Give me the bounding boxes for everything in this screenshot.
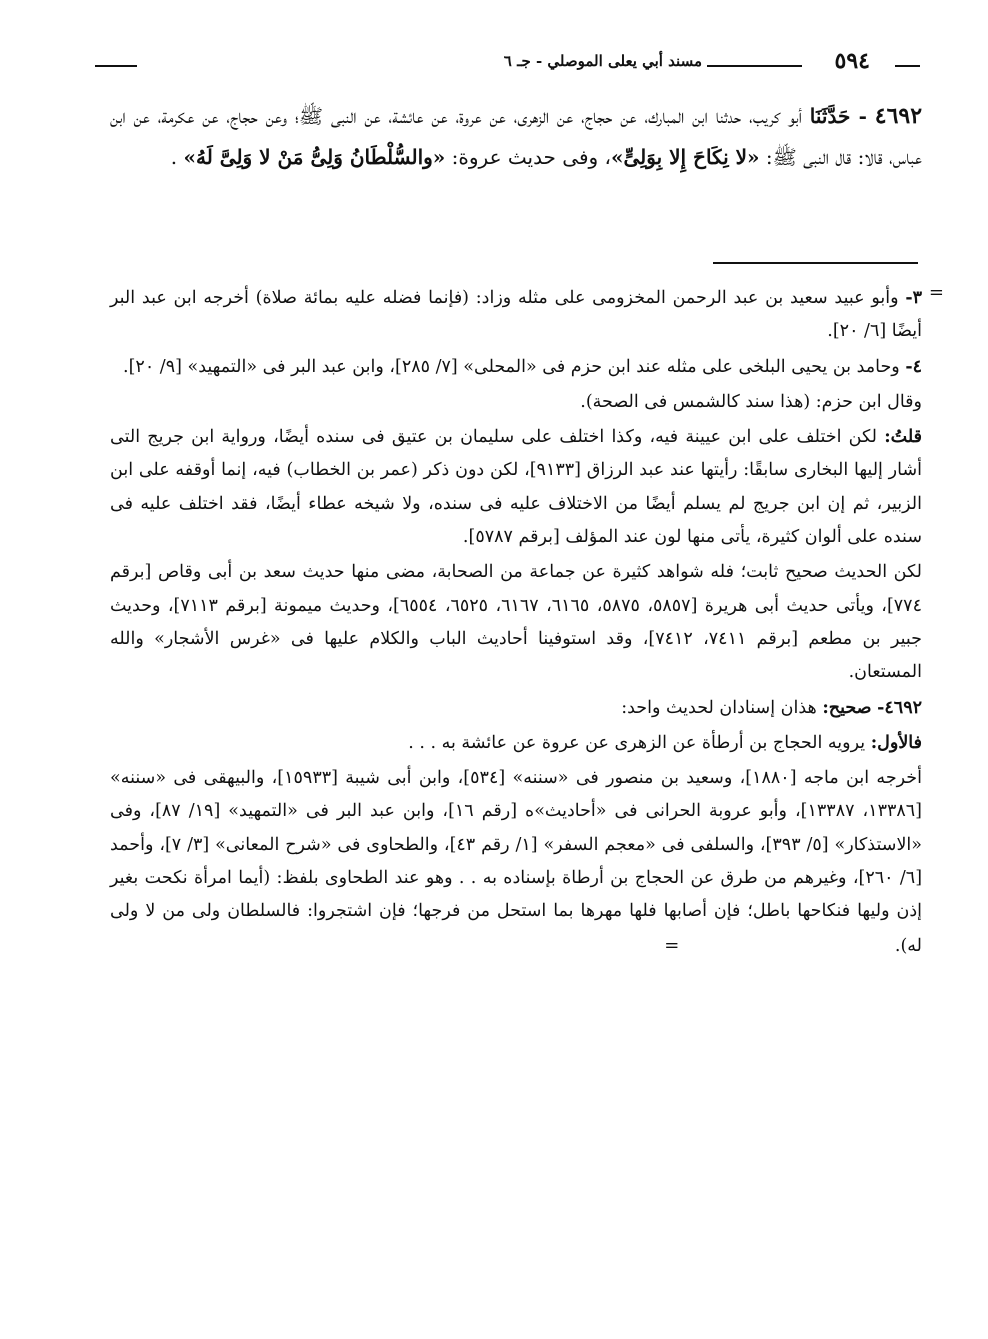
first-text: يرويه الحجاج بن أرطأة عن الزهرى عن عروة عن عائشة به . . .: [408, 732, 866, 753]
hadith-number: ٤٦٩٢: [874, 103, 923, 129]
header-rule-right: [895, 65, 920, 67]
hadith-body-2: ، وفى حديث عروة:: [451, 145, 611, 169]
hadith-end: .: [170, 145, 178, 169]
running-title: مسند أبي يعلى الموصلي - جـ ٦: [503, 52, 702, 70]
continuation-mark: =: [928, 282, 944, 303]
header-rule-left: [95, 65, 137, 67]
first-label: فالأول:: [870, 732, 922, 753]
hadith-quote-2: «والسُّلْطَانُ وَلِىُّ مَنْ لا وَلِىَّ لَهُ»: [183, 145, 446, 169]
grading-number: ٤٦٩٢-: [877, 697, 922, 718]
ibn-hazm-note: وقال ابن حزم: (هذا سند كالشمس فى الصحة).: [580, 391, 922, 412]
footnotes: [110, 282, 944, 965]
note-4: [110, 351, 922, 384]
hadith-opening: حَدَّثَنَا: [809, 104, 851, 128]
note-3: [110, 282, 922, 349]
sahih-paragraph: لكن الحديث صحيح ثابت؛ فله شواهد كثيرة عن جماعة من الصحابة، مضى منها حديث سعد بن أبى وقاص [برقم ٧٧٤]، ويأتى حديث أبى هريرة [٥٨٥٧، ٥٨٧٥، ٦١٦٥، ٦١٦٧، ٦٥٢٥، ٦٥٥٤]، وحديث ميمونة [برقم ٧١١٣]، وحديث جبير بن مطعم [برقم ٧٤١١، ٧٤١٢]، وقد استوفينا أحاديث الباب والكلام عليها فى «غرس الأشجار» والله المستعان.: [110, 562, 922, 683]
note-4-text: وحامد بن يحيى البلخى على مثله عند ابن حزم فى «المحلى» [٧/ ٢٨٥]، وابن عبد البر فى «التمهيد» [٩/ ٢٠].: [123, 356, 900, 377]
first-isnad: [110, 727, 922, 760]
takhrij-text: أخرجه ابن ماجه [١٨٨٠]، وسعيد بن منصور فى «سننه» [٥٣٤]، وابن أبى شيبة [١٥٩٣٣]، والبيهقى فى «سننه» [١٣٣٨٦، ١٣٣٨٧]، وأبو عروبة الحرانى فى «أحاديث»ه [رقم ١٦]، وابن عبد البر فى «التمهيد» [١٩/ ٨٧]، وفى «الاستذكار» [٥/ ٣٩٣]، والسلفى فى «معجم السفر» [١/ رقم ٤٣]، والطحاوى فى «شرح المعانى» [٣/ ٧]، وأحمد [٦/ ٢٦٠]، وغيرهم من طرق عن الحجاج بن أرطاة بإسناده به . . وهو عند الطحاوى بلفظ: (أيما امرأة نكحت بغير إذن وليها فنكاحها باطل؛ فإن أصابها فلها مهرها بما استحل من فرجها؛ فإن اشتجروا: فالسلطان ولى من لا ولى له).: [110, 768, 923, 956]
header-rule-middle: [707, 65, 802, 67]
qultu-paragraph: [110, 421, 922, 554]
hadith-quote-1: «لا نِكَاحَ إِلا بِوَلِىٍّ»: [610, 145, 760, 169]
takhrij-paragraph: [110, 762, 922, 963]
grading-text: هذان إسنادان لحديث واحد:: [621, 697, 817, 718]
qultu-text: لكن اختلف على ابن عيينة فيه، وكذا اختلف على سليمان بن عتيق فى سنده أيضًا، ورواية ابن جريج التى أشار إليها البخارى سابقًا: رأيتها عند عبد الرزاق [٩١٣٣]، لكن دون ذكر (عمر بن الخطاب) فيه، إنما أوقفه على ابن الزبير، ثم إن ابن جريج لم يسلم أيضًا من الاختلاف عليه فى سنده، ولا شيخه عطاء أيضًا، فقد اختلف عليه فى سنده على ألوان كثيرة، يأتى منها لون عند المؤلف [برقم ٥٧٨٧].: [110, 427, 922, 548]
footnote-separator: [713, 262, 918, 264]
grading-label: صحيح:: [822, 697, 872, 718]
note-3-text: وأبو عبيد سعيد بن عبد الرحمن المخزومى على مثله وزاد: (فإنما فضله عليه بمائة صلاة) أخرجه ابن عبد البر أيضًا [٦/ ٢٠].: [110, 288, 922, 342]
hadith-paragraph: ٤٦٩٢ - حَدَّثَنَا أبو كريب، حدثنا ابن المبارك، عن حجاج، عن الزهرى، عن عروة، عن عائشة، عن النبى ﷺ؛ وعن حجاج، عن عكرمة، عن ابن عباس، قالا: قال النبى ﷺ: «لا نِكَاحَ إِلا بِوَلِىٍّ»، وفى حديث عروة: «والسُّلْطَانُ وَلِىُّ مَنْ لا وَلِىَّ لَهُ» .: [110, 103, 923, 169]
note-4-label: ٤-: [905, 356, 922, 377]
page-header: [95, 40, 920, 80]
hadith-body-1: أبو كريب، حدثنا ابن المبارك، عن حجاج، عن الزهرى، عن عروة، عن عائشة، عن النبى ﷺ؛ وعن حجاج، عن عكرمة، عن ابن عباس، قالا: قال النبى ﷺ:: [110, 104, 922, 169]
hadith-text: [110, 96, 922, 178]
note-3-label: ٣-: [905, 288, 922, 308]
end-mark: =: [664, 934, 680, 956]
qultu-label: قلتُ:: [884, 427, 922, 448]
hadith-grading: [110, 692, 922, 725]
page-number: ٥٩٤: [834, 48, 870, 74]
